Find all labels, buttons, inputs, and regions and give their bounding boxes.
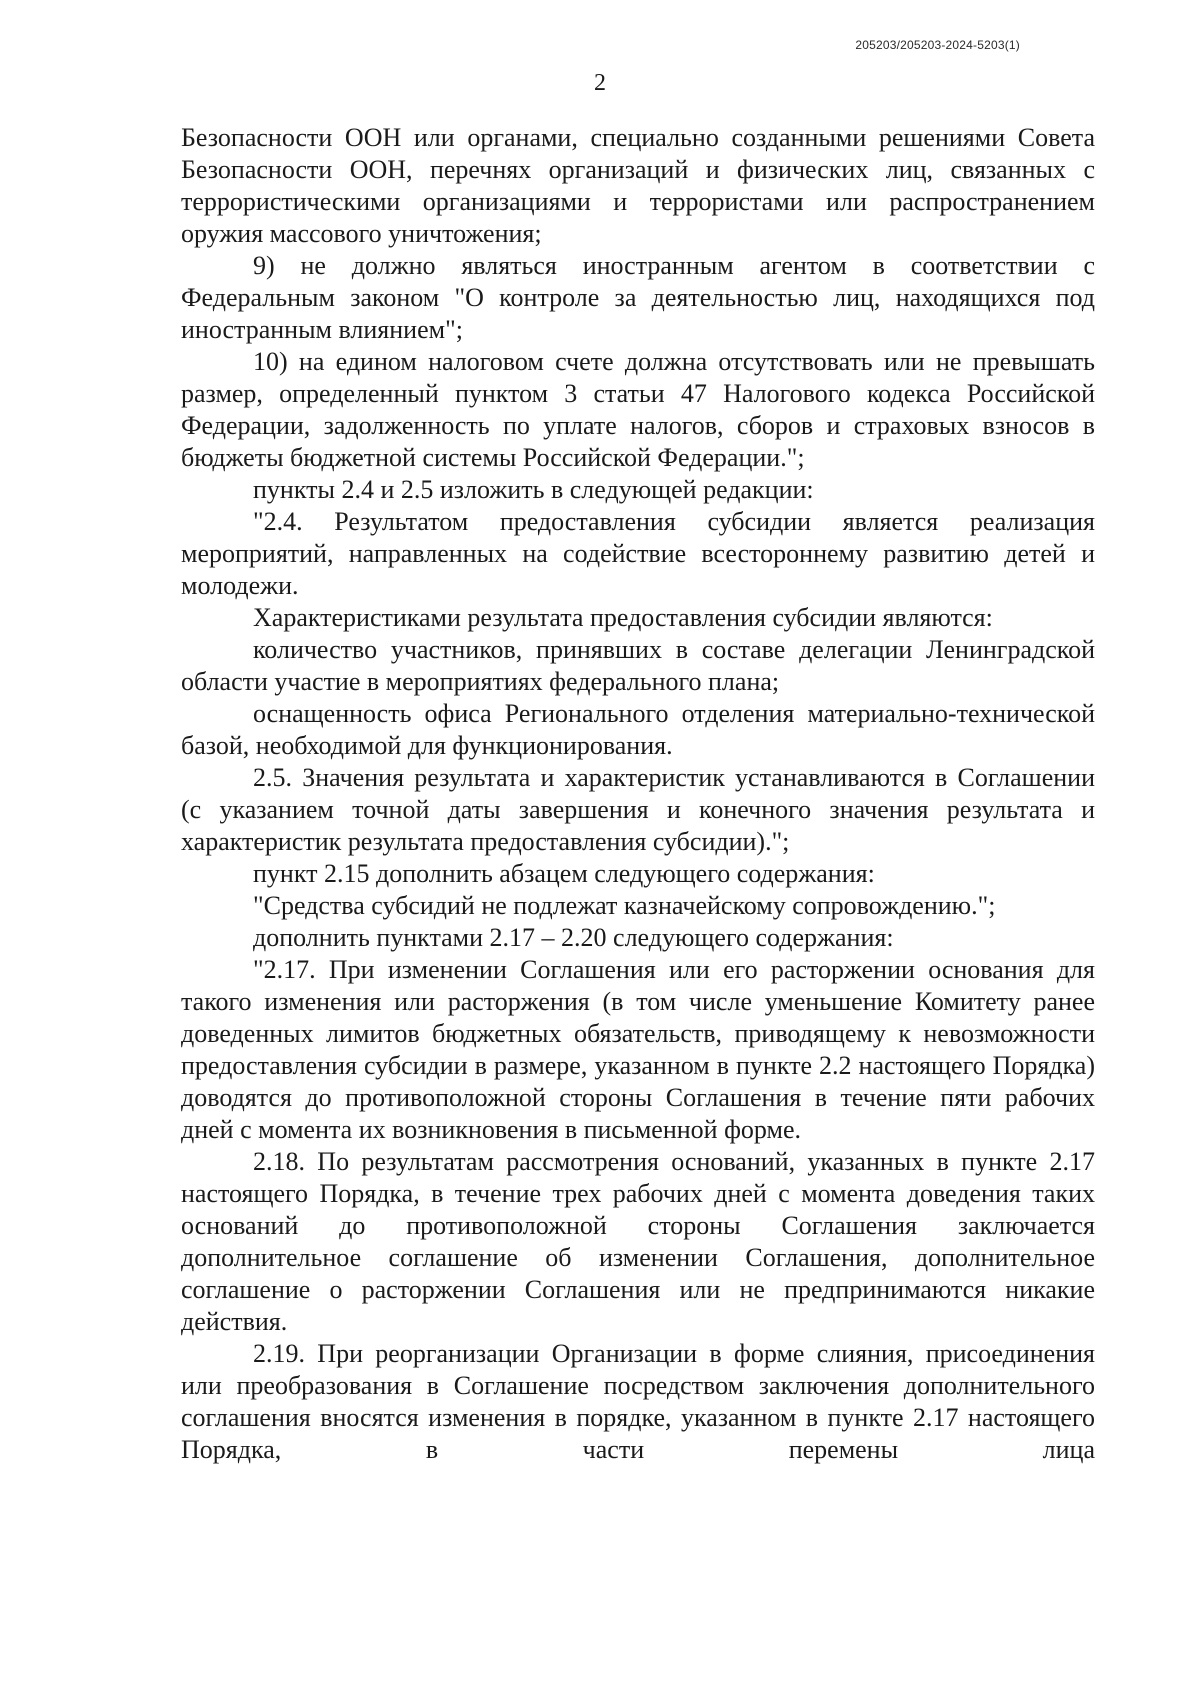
paragraph-treasury-support: "Средства субсидий не подлежат казначейскому сопровождению."; bbox=[253, 891, 996, 920]
paragraph-participants-count: количество участников, принявших в составе делегации Ленинградской области участие в мероприятиях федерального плана; bbox=[181, 635, 1095, 696]
document-body bbox=[181, 122, 1095, 1466]
paragraph-security-council-lists: Безопасности ООН или органами, специально созданными решениями Совета Безопасности ООН, перечнях организаций и физических лиц, связанных с террористическими организациями и террористами или распространением оружия массового уничтожения; bbox=[181, 123, 1095, 248]
paragraph-2-19-reorganization: 2.19. При реорганизации Организации в форме слияния, присоединения или преобразования в Соглашение посредством заключения дополнительного соглашения вносятся изменения в порядке, указанном в пункте 2.17 настоящего Порядка, в части перемены лица bbox=[181, 1339, 1095, 1464]
paragraph-2-17-changes: "2.17. При изменении Соглашения или его расторжении основания для такого изменения или расторжения (в том числе уменьшение Комитету ранее доведенных лимитов бюджетных обязательств, приводящему к невозможности предоставления субсидии в размере, указанном в пункте 2.2 настоящего Порядка) доводятся до противоположной стороны Соглашения в течение пяти рабочих дней с момента их возникновения в письменной форме. bbox=[181, 955, 1095, 1144]
paragraph-2-5-values: 2.5. Значения результата и характеристик устанавливаются в Соглашении (с указанием точной даты завершения и конечного значения результата и характеристик результата предоставления субсидии)."; bbox=[181, 763, 1095, 856]
paragraph-2-18-review: 2.18. По результатам рассмотрения оснований, указанных в пункте 2.17 настоящего Порядка, в течение трех рабочих дней с момента доведения таких оснований до противоположной стороны Соглашения заключается дополнительное соглашение об изменении Соглашения, дополнительное соглашение о расторжении Соглашения или не предпринимаются никакие действия. bbox=[181, 1147, 1095, 1336]
document-id: 205203/205203-2024-5203(1) bbox=[855, 38, 1020, 52]
page-number: 2 bbox=[594, 70, 606, 96]
paragraph-office-equipment: оснащенность офиса Регионального отделения материально-технической базой, необходимой для функционирования. bbox=[181, 699, 1095, 760]
paragraph-amend-2-4-2-5: пункты 2.4 и 2.5 изложить в следующей редакции: bbox=[253, 475, 814, 504]
paragraph-item-10-tax-debt: 10) на едином налоговом счете должна отсутствовать или не превышать размер, определенный пунктом 3 статьи 47 Налогового кодекса Российской Федерации, задолженность по уплате налогов, сборов и страховых взносов в бюджеты бюджетной системы Российской Федерации."; bbox=[181, 347, 1095, 472]
paragraph-amend-2-15: пункт 2.15 дополнить абзацем следующего содержания: bbox=[253, 859, 875, 888]
paragraph-result-characteristics: Характеристиками результата предоставления субсидии являются: bbox=[253, 603, 993, 632]
paragraph-2-4-result: "2.4. Результатом предоставления субсидии является реализация мероприятий, направленных на содействие всестороннему развитию детей и молодежи. bbox=[181, 507, 1095, 600]
paragraph-add-2-17-2-20: дополнить пунктами 2.17 – 2.20 следующего содержания: bbox=[253, 923, 894, 952]
paragraph-item-9-foreign-agent: 9) не должно являться иностранным агентом в соответствии с Федеральным законом "О контроле за деятельностью лиц, находящихся под иностранным влиянием"; bbox=[181, 251, 1095, 344]
